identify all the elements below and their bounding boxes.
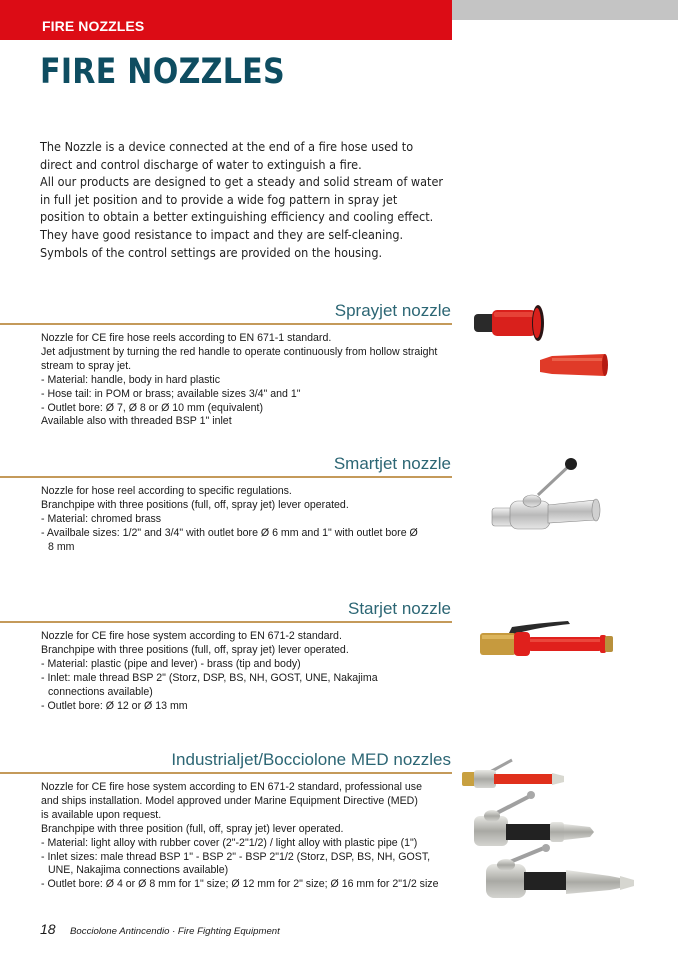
starjet-title: Starjet nozzle bbox=[348, 599, 451, 618]
desc-line: 8 mm bbox=[48, 540, 75, 553]
industrialjet-nozzles-image bbox=[460, 752, 660, 907]
desc-line: Nozzle for CE fire hose system according to EN 671-2 standard. bbox=[41, 630, 342, 642]
desc-line: - Material: light alloy with rubber cover (2"-2"1/2) / light alloy with plastic pipe (1") bbox=[41, 836, 418, 849]
desc-line: Nozzle for hose reel according to specific regulations. bbox=[41, 485, 292, 497]
desc-line: - Hose tail: in POM or brass; available sizes 3/4" and 1" bbox=[41, 387, 301, 400]
desc-line: - Material: chromed brass bbox=[41, 512, 162, 525]
desc-line: UNE, Nakajima connections available) bbox=[48, 864, 229, 877]
industrialjet-nozzle-2in bbox=[474, 791, 594, 846]
section-divider bbox=[0, 621, 452, 623]
desc-line: and ships installation. Model approved under Marine Equipment Directive (MED) bbox=[41, 794, 418, 807]
desc-line: - Outlet bore: Ø 12 or Ø 13 mm bbox=[41, 699, 188, 712]
sprayjet-nozzle-assembled bbox=[474, 305, 544, 341]
intro-text bbox=[40, 139, 444, 262]
header-section-band bbox=[0, 0, 452, 40]
desc-line: - Material: handle, body in hard plastic bbox=[41, 373, 221, 386]
desc-line: Nozzle for CE fire hose system according to EN 671-2 standard, professional use bbox=[41, 781, 422, 793]
desc-line: Branchpipe with three positions (full, off, spray jet) lever operated. bbox=[41, 643, 349, 656]
sprayjet-title: Sprayjet nozzle bbox=[334, 301, 451, 320]
desc-line: - Inlet sizes: male thread BSP 1" - BSP 2" - BSP 2"1/2 (Storz, DSP, BS, NH, GOST, bbox=[41, 850, 431, 863]
industrialjet-nozzle-1in bbox=[462, 760, 564, 788]
starjet-nozzle-image bbox=[478, 615, 618, 665]
industrialjet-nozzle-2-1-2in bbox=[486, 844, 634, 898]
sprayjet-nozzle-body bbox=[540, 354, 608, 376]
starjet-description bbox=[41, 630, 466, 713]
desc-line: Branchpipe with three positions (full, off, spray jet) lever operated. bbox=[41, 498, 349, 511]
desc-line: Branchpipe with three position (full, off, spray jet) lever operated. bbox=[41, 822, 344, 835]
page-footer bbox=[40, 921, 280, 939]
page-number: 18 bbox=[40, 921, 56, 937]
desc-line: - Availbale sizes: 1/2" and 3/4" with outlet bore Ø 6 mm and 1" with outlet bore Ø bbox=[41, 526, 418, 539]
section-divider bbox=[0, 772, 452, 774]
intro-paragraph-2: All our products are designed to get a steady and solid stream of water in full jet position and to provide a wide fog pattern in spray jet position to obtain a better extinguishing efficiency and cooling effect. They have good resistance to impact and they are self-cleaning. Symbols of the control settings are provided on the housing. bbox=[40, 175, 444, 260]
desc-line: - Inlet: male thread BSP 2" (Storz, DSP, BS, NH, GOST, UNE, Nakajima bbox=[41, 671, 378, 684]
section-divider bbox=[0, 476, 452, 478]
smartjet-description bbox=[41, 485, 466, 555]
desc-line: is available upon request. bbox=[41, 808, 162, 821]
header-section-label: FIRE NOZZLES bbox=[42, 18, 145, 34]
desc-line: Available also with threaded BSP 1" inlet bbox=[41, 415, 232, 428]
desc-line: - Material: plastic (pipe and lever) - brass (tip and body) bbox=[41, 657, 301, 670]
header-grey-band bbox=[452, 0, 678, 20]
industrialjet-title: Industrialjet/Bocciolone MED nozzles bbox=[171, 750, 451, 769]
desc-line: connections available) bbox=[48, 685, 153, 698]
section-divider bbox=[0, 323, 452, 325]
desc-line: Nozzle for CE fire hose reels according to EN 671-1 standard. bbox=[41, 332, 332, 344]
smartjet-title: Smartjet nozzle bbox=[333, 454, 451, 473]
desc-line: - Outlet bore: Ø 7, Ø 8 or Ø 10 mm (equivalent) bbox=[41, 401, 263, 414]
page-title: FIRE NOZZLES bbox=[40, 52, 285, 92]
smartjet-nozzle-image bbox=[488, 455, 608, 535]
footer-text: Bocciolone Antincendio · Fire Fighting Equipment bbox=[70, 926, 280, 937]
intro-paragraph-1: The Nozzle is a device connected at the end of a fire hose used to direct and control discharge of water to extinguish a fire. bbox=[40, 140, 414, 172]
desc-line: Jet adjustment by turning the red handle to operate continuously from hollow straight stream to spray jet. bbox=[41, 345, 438, 372]
sprayjet-description bbox=[41, 332, 466, 429]
sprayjet-nozzle-image bbox=[470, 298, 620, 388]
industrialjet-description bbox=[41, 781, 466, 892]
desc-line: - Outlet bore: Ø 4 or Ø 8 mm for 1" size; Ø 12 mm for 2" size; Ø 16 mm for 2"1/2 size bbox=[41, 878, 439, 891]
